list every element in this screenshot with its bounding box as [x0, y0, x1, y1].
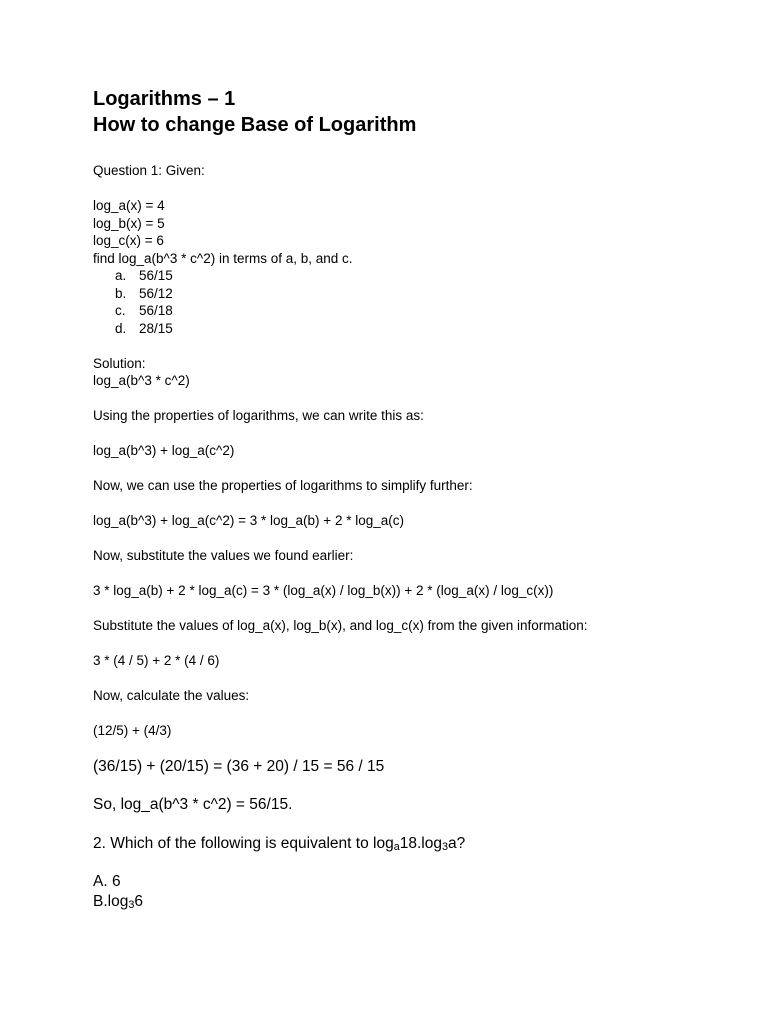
option-text: 56/15 [139, 268, 173, 283]
document-page [93, 86, 733, 912]
option-text: 56/18 [139, 303, 173, 318]
question-1 [93, 162, 733, 740]
q2-prefix: 2. Which of the following is equivalent to log [93, 834, 394, 852]
solution-heading: Solution: [93, 355, 146, 371]
option-letter: a. [115, 268, 127, 283]
step-4-text: Substitute the values of log_a(x), log_b(x), and log_c(x) from the given information: [93, 618, 588, 633]
option-d [115, 320, 733, 338]
option-text: 56/12 [139, 285, 173, 301]
title-line-1: Logarithms – 1 [93, 88, 236, 110]
step-3-text: Now, substitute the values we found earlier: [93, 548, 354, 563]
solution-expression: log_a(b^3 * c^2) [93, 373, 190, 388]
title-line-2: How to change Base of Logarithm [93, 114, 417, 136]
step-2-expression: log_a(b^3) + log_a(c^2) = 3 * log_a(b) + 2 * log_a(c) [93, 513, 404, 528]
question-1-heading: Question 1: Given: [93, 163, 205, 178]
given-line-3: log_c(x) = 6 [93, 233, 164, 248]
q2-option-b-suffix: 6 [134, 892, 143, 910]
document-title [93, 86, 733, 138]
question-2-prompt [93, 834, 733, 854]
step-2-text: Now, we can use the properties of logarithms to simplify further: [93, 478, 473, 493]
option-a [115, 267, 733, 285]
option-letter: d. [115, 320, 127, 336]
q2-option-b-sub: 3 [128, 898, 135, 911]
question-1-options [93, 267, 733, 337]
q2-option-a: A. 6 [93, 872, 121, 890]
q2-option-b-prefix: B.log [93, 892, 129, 910]
option-b [115, 285, 733, 303]
option-letter: c. [115, 303, 126, 318]
q2-option-b [93, 892, 733, 912]
given-line-1: log_a(x) = 4 [93, 198, 165, 213]
step-1-text: Using the properties of logarithms, we can write this as: [93, 408, 424, 423]
option-c [115, 302, 733, 320]
q2-mid: 18.log [399, 834, 442, 852]
option-text: 28/15 [139, 320, 173, 336]
step-5-expression: (12/5) + (4/3) [93, 723, 172, 738]
q2-sub-2: 3 [441, 840, 448, 853]
step-1-expression: log_a(b^3) + log_a(c^2) [93, 443, 235, 458]
q2-suffix: a? [448, 834, 466, 852]
step-5-text: Now, calculate the values: [93, 688, 250, 703]
given-line-2: log_b(x) = 5 [93, 215, 165, 231]
q2-sub-1: a [393, 840, 400, 853]
step-6-expression: (36/15) + (20/15) = (36 + 20) / 15 = 56 / 15 [93, 757, 385, 775]
option-letter: b. [115, 285, 127, 301]
solution-conclusion: So, log_a(b^3 * c^2) = 56/15. [93, 795, 293, 813]
step-4-expression: 3 * (4 / 5) + 2 * (4 / 6) [93, 653, 220, 668]
step-3-expression: 3 * log_a(b) + 2 * log_a(c) = 3 * (log_a(x) / log_b(x)) + 2 * (log_a(x) / log_c(x)) [93, 583, 554, 598]
question-1-prompt: find log_a(b^3 * c^2) in terms of a, b, and c. [93, 250, 353, 266]
solution-final [93, 757, 733, 815]
question-2 [93, 834, 733, 912]
